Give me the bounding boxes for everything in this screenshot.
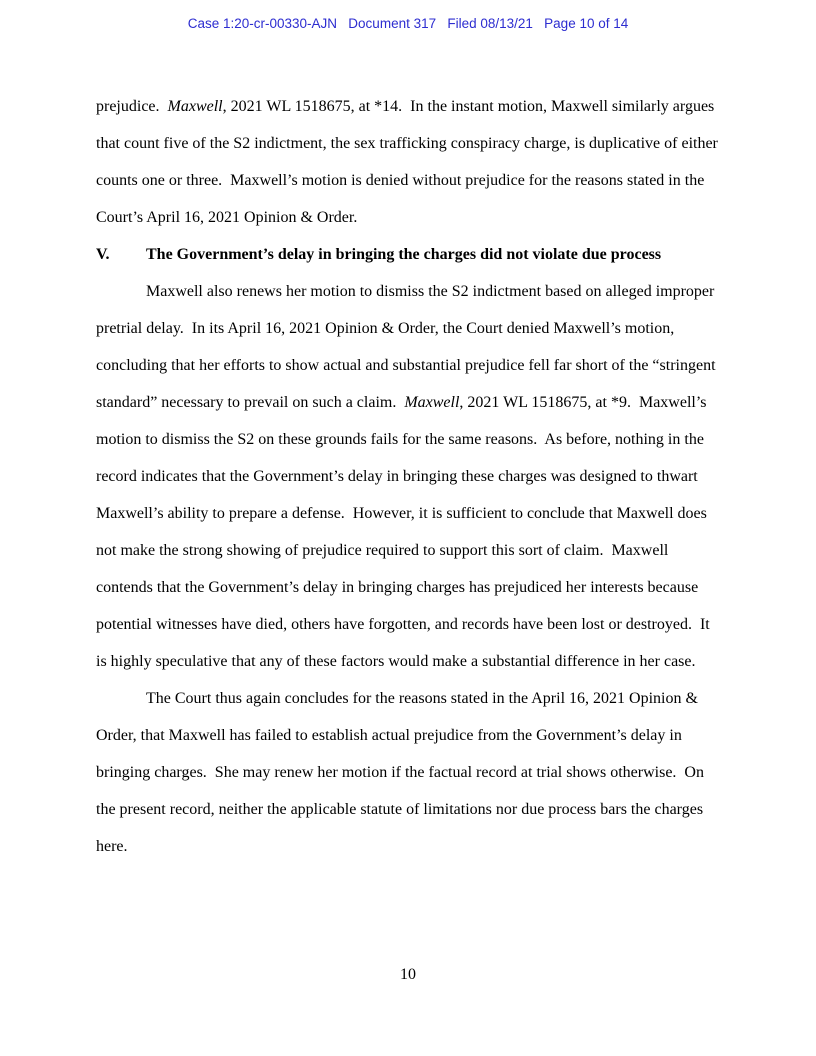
page-number: 10 bbox=[400, 966, 416, 983]
doc-line: is highly speculative that any of these factors would make a substantial difference in her case. bbox=[96, 653, 696, 670]
doc-line: Maxwell’s ability to prepare a defense. However, it is sufficient to conclude that Maxwell does bbox=[96, 505, 707, 522]
section-heading-number: V. bbox=[96, 246, 110, 263]
doc-line: bringing charges. She may renew her motion if the factual record at trial shows otherwise. On bbox=[96, 764, 704, 781]
doc-line: counts one or three. Maxwell’s motion is denied without prejudice for the reasons stated in the bbox=[96, 172, 705, 189]
doc-line: prejudice. Maxwell, 2021 WL 1518675, at *14. In the instant motion, Maxwell similarly argues bbox=[96, 98, 715, 115]
doc-line: pretrial delay. In its April 16, 2021 Opinion & Order, the Court denied Maxwell’s motion, bbox=[96, 320, 675, 337]
doc-line: the present record, neither the applicable statute of limitations nor due process bars the charges bbox=[96, 801, 704, 818]
doc-line: The Court thus again concludes for the reasons stated in the April 16, 2021 Opinion & bbox=[146, 690, 698, 707]
document-body bbox=[96, 88, 726, 865]
doc-line: standard” necessary to prevail on such a claim. Maxwell, 2021 WL 1518675, at *9. Maxwell’s bbox=[96, 394, 707, 411]
doc-line: not make the strong showing of prejudice required to support this sort of claim. Maxwell bbox=[96, 542, 669, 559]
doc-line: here. bbox=[96, 838, 128, 855]
doc-line: Maxwell also renews her motion to dismiss the S2 indictment based on alleged improper bbox=[146, 283, 715, 300]
doc-line: record indicates that the Government’s delay in bringing these charges was designed to thwart bbox=[96, 468, 698, 485]
section-heading bbox=[96, 236, 726, 273]
doc-line: contends that the Government’s delay in bringing charges has prejudiced her interests because bbox=[96, 579, 699, 596]
doc-line: Order, that Maxwell has failed to establish actual prejudice from the Government’s delay in bbox=[96, 727, 682, 744]
doc-line: Court’s April 16, 2021 Opinion & Order. bbox=[96, 209, 358, 226]
section-heading-text: The Government’s delay in bringing the charges did not violate due process bbox=[146, 246, 662, 263]
case-caption-header: Case 1:20-cr-00330-AJN Document 317 Filed 08/13/21 Page 10 of 14 bbox=[187, 16, 629, 31]
doc-line: that count five of the S2 indictment, the sex trafficking conspiracy charge, is duplicative of either bbox=[96, 135, 718, 152]
doc-line: motion to dismiss the S2 on these grounds fails for the same reasons. As before, nothing in the bbox=[96, 431, 704, 448]
doc-line: potential witnesses have died, others have forgotten, and records have been lost or destroyed. It bbox=[96, 616, 710, 633]
doc-line: concluding that her efforts to show actual and substantial prejudice fell far short of the “stringent bbox=[96, 357, 716, 374]
